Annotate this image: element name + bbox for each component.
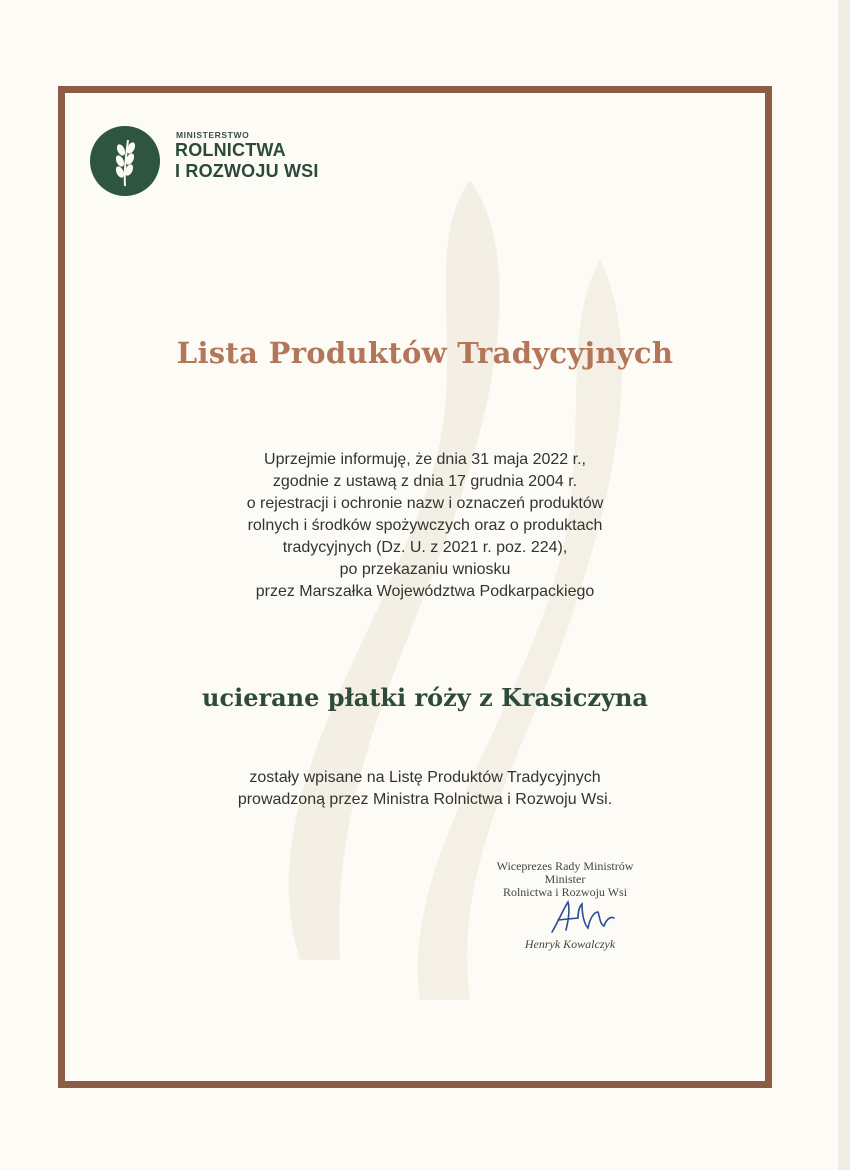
body-line: zgodnie z ustawą z dnia 17 grudnia 2004 r. — [272, 473, 578, 490]
product-name: ucierane płatki róży z Krasiczyna — [202, 683, 648, 712]
closing-line: zostały wpisane na Listę Produktów Tradycyjnych — [249, 769, 601, 786]
body-line: Uprzejmie informuję, że dnia 31 maja 2022 r., — [264, 451, 586, 468]
closing-paragraph — [120, 767, 730, 811]
ministry-logo — [90, 126, 350, 196]
signatory-title-line: Rolnictwa i Rozwoju Wsi — [502, 885, 628, 899]
body-line: przez Marszałka Województwa Podkarpackiego — [255, 583, 595, 600]
body-line: po przekazaniu wniosku — [339, 561, 511, 578]
body-line: o rejestracji i ochronie nazw i oznaczeń produktów — [246, 495, 604, 512]
body-paragraph — [120, 449, 730, 603]
certificate-title: Lista Produktów Tradycyjnych — [176, 336, 674, 370]
logo-line-1: ROLNICTWA — [175, 140, 286, 160]
logo-line-2: I ROZWOJU WSI — [175, 161, 319, 181]
body-line: rolnych i środków spożywczych oraz o produktach — [247, 517, 603, 534]
handwritten-signature — [548, 896, 618, 938]
logo-small-text: MINISTERSTWO — [176, 130, 250, 140]
signatory-title-line: Wiceprezes Rady Ministrów — [496, 859, 634, 873]
closing-line: prowadzoną przez Ministra Rolnictwa i Rozwoju Wsi. — [237, 791, 613, 808]
body-line: tradycyjnych (Dz. U. z 2021 r. poz. 224), — [282, 539, 568, 556]
signatory-title — [460, 860, 670, 899]
signatory-name: Henryk Kowalczyk — [524, 937, 616, 951]
wheat-ear-icon — [90, 126, 160, 196]
signatory-title-line: Minister — [544, 872, 586, 886]
